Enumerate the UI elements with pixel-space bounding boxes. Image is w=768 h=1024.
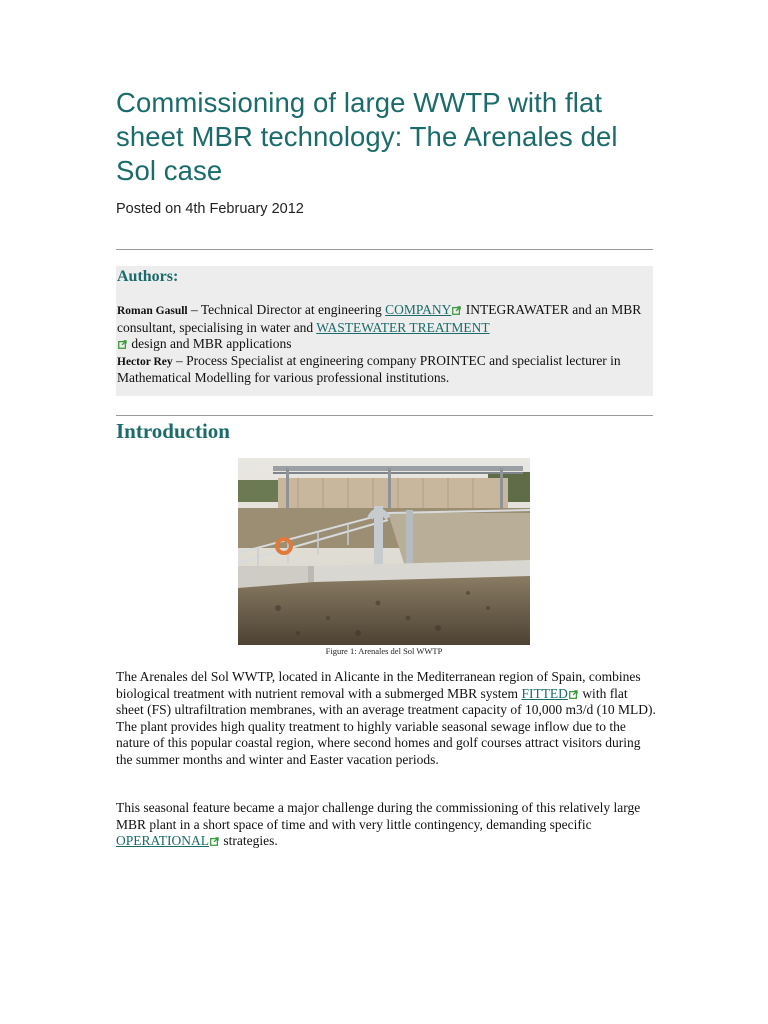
plant-photo-illustration	[238, 458, 530, 645]
company-link[interactable]: COMPANY	[385, 302, 452, 317]
author-description: INTEGRAWATER and an MBR consultant, specialising in water and	[117, 302, 642, 335]
divider	[116, 415, 653, 416]
article-title: Commissioning of large WWTP with flat sheet MBR technology: The Arenales del Sol case	[116, 87, 618, 186]
operational-link[interactable]: OPERATIONAL	[116, 833, 209, 849]
author-description: – Process Specialist at engineering company PROINTEC and specialist lecturer in Mathematical Modelling for various professional institutions.	[117, 352, 621, 385]
section-heading: Introduction	[116, 419, 230, 443]
figure-caption: Figure 1: Arenales del Sol WWTP	[325, 646, 443, 656]
divider	[116, 249, 653, 250]
paragraph	[116, 800, 656, 850]
paragraph-text: The Arenales del Sol WWTP, located in Alicante in the Mediterranean region of Spain, combines biological treatment with nutrient removal with a submerged MBR system	[116, 669, 641, 701]
fitted-link[interactable]: FITTED	[521, 685, 568, 701]
author-description: design and MBR applications	[128, 336, 292, 351]
paragraph	[116, 669, 656, 769]
plant-photo	[238, 458, 530, 645]
authors-text	[117, 302, 652, 387]
paragraph-text: strategies.	[220, 833, 278, 849]
authors-heading: Authors:	[117, 268, 179, 285]
author-name: Roman Gasull	[117, 305, 188, 317]
author-name: Hector Rey	[117, 355, 173, 368]
author-description: – Technical Director at engineering	[187, 302, 386, 317]
external-link-icon[interactable]	[118, 340, 127, 349]
paragraph-text: with flat sheet (FS) ultrafiltration membranes, with an average treatment capacity of 10,000 m3/d (10 MLD). The plant provides high quality treatment to highly variable seasonal sewage inflow due to the nature of this popular coastal region, where second homes and golf courses attract visitors during the summer months and winter and Easter vacation periods.	[116, 685, 656, 767]
posted-date: Posted on 4th February 2012	[116, 201, 304, 217]
wastewater-treatment-link[interactable]: WASTEWATER TREATMENT	[316, 319, 490, 335]
external-link-icon[interactable]	[452, 306, 461, 315]
paragraph-text: This seasonal feature became a major challenge during the commissioning of this relatively large MBR plant in a short space of time and with very little contingency, demanding specific	[116, 800, 641, 832]
external-link-icon[interactable]	[210, 837, 219, 846]
external-link-icon[interactable]	[569, 690, 578, 699]
